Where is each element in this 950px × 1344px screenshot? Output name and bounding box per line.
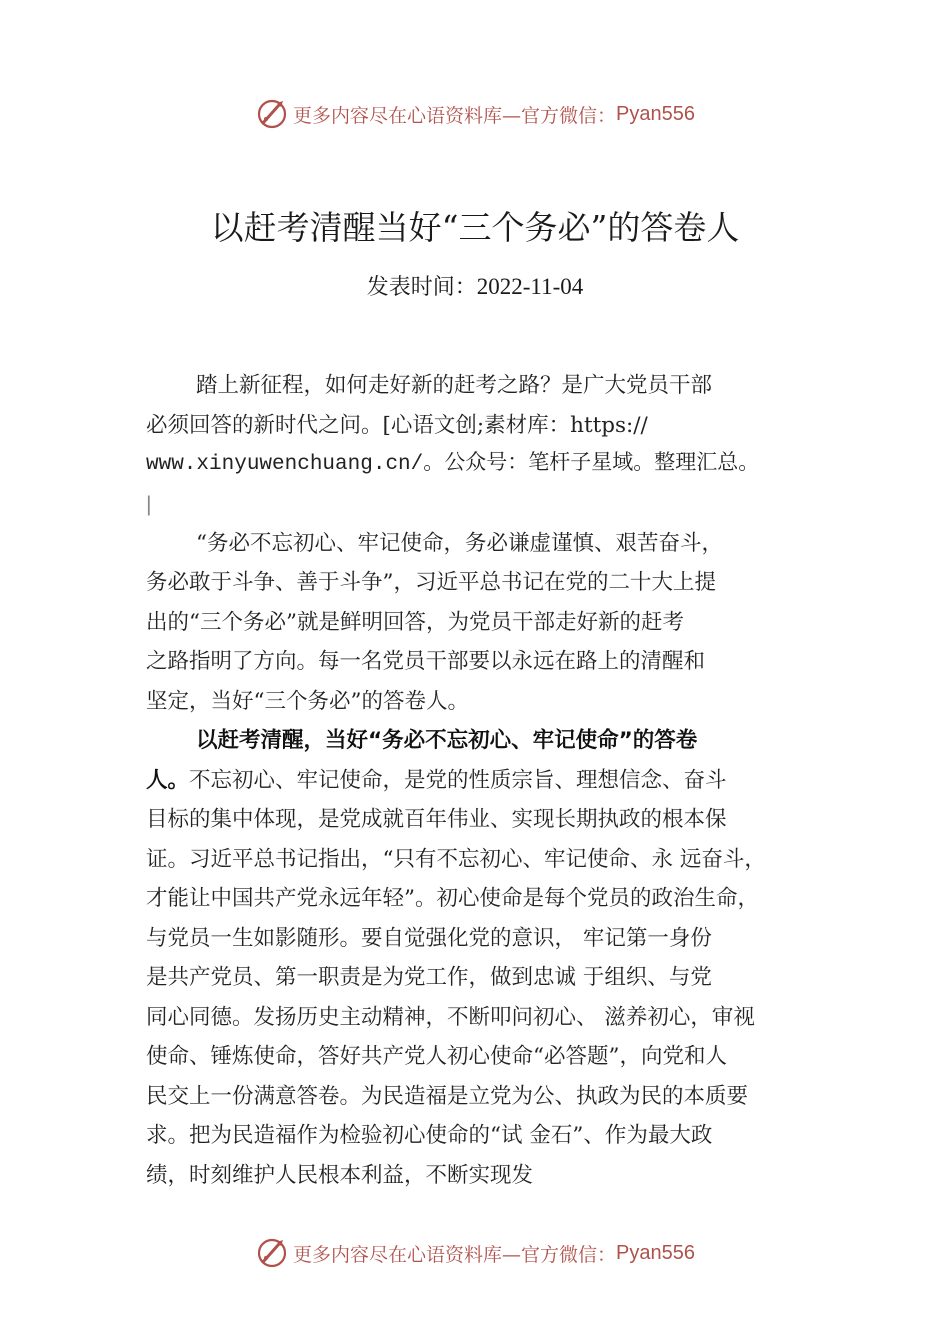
paragraph-2-line: 务必敢于斗争、善于斗争”，习近平总书记在党的二十大上提: [146, 570, 716, 595]
paragraph-3-line: 才能让中国共产党永远年轻”。初心使命是每个党员的政治生命，: [146, 886, 759, 911]
publish-date: 2022-11-04: [476, 274, 584, 299]
paragraph-3-line: 求。把为民造福作为检验初心使命的“试 金石”、作为最大政: [146, 1123, 713, 1148]
footer-watermark-banner: [0, 1233, 950, 1273]
paragraph-1-line: 必须回答的新时代之问。[心语文创;素材库：https://: [146, 412, 648, 438]
document-title: 以赶考清醒当好“三个务必”的答卷人: [210, 208, 740, 247]
brush-logo-icon: [255, 97, 289, 131]
paragraph-3-line: [146, 761, 836, 801]
paragraph-3-first-text: 不忘初心、牢记使命，是党的性质宗旨、理想信念、奋斗: [189, 767, 727, 793]
watermark-text: 更多内容尽在心语资料库—官方微信：: [293, 1243, 617, 1266]
paragraph-2-line: “务必不忘初心、牢记使命，务必谦虚谨慎、艰苦奋斗，: [196, 530, 723, 556]
paragraph-2-line: 之路指明了方向。每一名党员干部要以永远在路上的清醒和: [146, 649, 706, 674]
paragraph-3-line: 证。习近平总书记指出，“只有不忘初心、牢记使命、永 远奋斗，: [146, 846, 766, 872]
header-watermark-banner: [0, 94, 950, 134]
paragraph-3-heading: 以赶考清醒，当好“务必不忘初心、牢记使命”的答卷: [196, 728, 698, 753]
text-cursor: |: [146, 491, 152, 516]
paragraph-3-line: 是共产党员、第一职责是为党工作，做到忠诚 于组织、与党: [146, 965, 712, 990]
paragraph-3-line: 绩，时刻维护人民根本利益，不断实现发: [146, 1162, 534, 1188]
wechat-id: Pyan556: [616, 102, 695, 125]
paragraph-3-line: 同心同德。发扬历史主动精神，不断叩问初心、 滋养初心，审视: [146, 1004, 755, 1030]
paragraph-1-url-line: www.xinyuwenchuang.cn/。公众号：笔杆子星域。整理汇总。: [146, 453, 760, 476]
paragraph-2-line: 出的“三个务必”就是鲜明回答，为党员干部走好新的赶考: [146, 609, 684, 635]
paragraph-1-line: 踏上新征程，如何走好新的赶考之路？是广大党员干部: [196, 373, 713, 398]
paragraph-3-line: 使命、锤炼使命，答好共产党人初心使命“必答题”，向党和人: [146, 1044, 727, 1069]
publish-label: 发表时间：: [366, 275, 477, 300]
paragraph-2-line: 坚定，当好“三个务必”的答卷人。: [146, 688, 469, 714]
wechat-id: Pyan556: [616, 1241, 695, 1264]
paragraph-3-line: 目标的集中体现，是党成就百年伟业、实现长期执政的根本保: [146, 807, 727, 832]
brush-logo-icon: [255, 1236, 289, 1270]
paragraph-3-line: 与党员一生如影随形。要自觉强化党的意识， 牢记第一身份: [146, 925, 712, 951]
publish-time: [0, 270, 950, 301]
paragraph-3-line: 民交上一份满意答卷。为民造福是立党为公、执政为民的本质要: [146, 1083, 749, 1109]
article-body: [146, 366, 836, 1195]
watermark-text: 更多内容尽在心语资料库—官方微信：: [293, 104, 617, 127]
paragraph-3-heading-end: 人。: [146, 767, 190, 793]
